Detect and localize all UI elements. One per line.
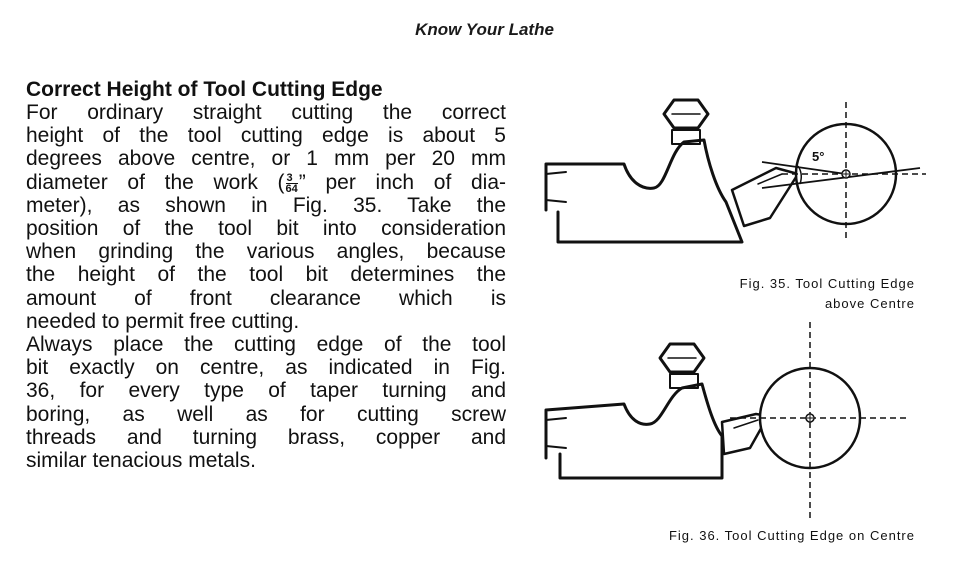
tool-post-outline xyxy=(546,384,722,478)
paragraph-height-above-centre xyxy=(26,101,506,333)
text-line: bit exactly on centre, as indicated in Fig. xyxy=(26,356,506,380)
text-line: Always place the cutting edge of the tool xyxy=(26,333,506,357)
text-segment: diameter of the work ( xyxy=(26,170,285,194)
figure-35 xyxy=(536,92,936,272)
tool-bit xyxy=(732,168,798,226)
tool-above-centre-diagram xyxy=(536,92,936,272)
paragraph-on-centre xyxy=(26,333,506,472)
text-line: needed to permit free cutting. xyxy=(26,309,300,333)
text-line: amount of front clearance which is xyxy=(26,286,506,310)
fig35-caption-line2: above Centre xyxy=(824,296,915,311)
text-line: position of the tool bit into consideration xyxy=(26,217,506,241)
running-title: Know Your Lathe xyxy=(415,20,554,39)
text-line: height of the tool cutting edge is about 5 xyxy=(26,124,506,148)
fig36-caption: Fig. 36. Tool Cutting Edge on Centre xyxy=(668,528,915,543)
text-line: meter), as shown in Fig. 35. Take the xyxy=(26,193,506,217)
text-line: For ordinary straight cutting the correct xyxy=(26,101,506,124)
fraction-numerator: 3 xyxy=(286,173,298,184)
text-line: 36, for every type of taper turning and xyxy=(26,379,506,403)
text-line: when grinding the various angles, because xyxy=(26,240,506,264)
section-title: Correct Height of Tool Cutting Edge xyxy=(26,78,383,101)
text-column xyxy=(26,79,506,472)
text-line: similar tenacious metals. xyxy=(26,449,256,473)
fig35-caption-line1: Fig. 35. Tool Cutting Edge xyxy=(739,276,915,291)
fraction-denominator: 64 xyxy=(285,182,298,195)
text-segment: ” per inch of dia- xyxy=(298,170,506,194)
angle-label: 5° xyxy=(812,149,825,164)
text-line: the height of the tool bit determines the xyxy=(26,263,506,287)
fraction xyxy=(286,173,298,194)
text-line: threads and turning brass, copper and xyxy=(26,425,506,449)
text-line: degrees above centre, or 1 mm per 20 mm xyxy=(26,147,506,171)
text-line-with-fraction xyxy=(26,171,506,194)
figure-36 xyxy=(536,318,936,518)
fig35-caption xyxy=(560,274,915,314)
tool-on-centre-diagram xyxy=(536,318,936,518)
tool-post-outline xyxy=(546,140,742,242)
text-line: boring, as well as for cutting screw xyxy=(26,402,506,426)
